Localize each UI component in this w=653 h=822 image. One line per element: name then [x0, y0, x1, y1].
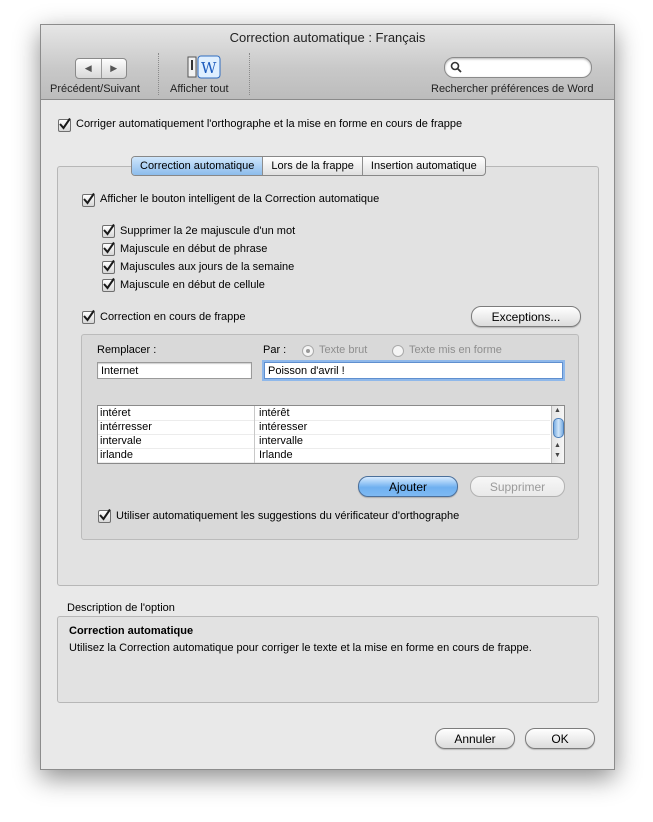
replace-input[interactable]: Internet — [97, 362, 252, 379]
smart-button-label[interactable]: Afficher le bouton intelligent de la Correction automatique — [100, 193, 380, 205]
nav-label: Précédent/Suivant — [50, 83, 140, 95]
window-title: Correction automatique : Français — [229, 30, 426, 45]
list-item-from: irlande — [100, 449, 134, 461]
back-arrow-icon[interactable]: ◀ — [76, 59, 102, 78]
plain-text-radio[interactable] — [302, 345, 314, 357]
search-field[interactable] — [444, 57, 592, 78]
formatted-text-label[interactable]: Texte mis en forme — [409, 344, 502, 356]
formatted-text-radio[interactable] — [392, 345, 404, 357]
list-item-from: intérresser — [100, 421, 152, 433]
two-initial-caps-label[interactable]: Supprimer la 2e majuscule d'un mot — [120, 225, 296, 237]
scroll-down-arrow-icon[interactable]: ▼ — [554, 452, 561, 459]
checkmark-icon — [82, 309, 96, 323]
checkmark-icon — [98, 508, 112, 522]
scroll-up-arrow-icon[interactable]: ▲ — [554, 407, 561, 414]
list-item[interactable] — [98, 434, 550, 449]
capitalize-days-checkbox[interactable] — [102, 261, 115, 274]
capitalize-cell-label[interactable]: Majuscule en début de cellule — [120, 279, 265, 291]
capitalize-sentence-checkbox[interactable] — [102, 243, 115, 256]
smart-button-checkbox[interactable] — [82, 194, 95, 207]
checkmark-icon — [102, 241, 116, 255]
description-heading: Description de l'option — [67, 602, 175, 614]
two-initial-caps-checkbox[interactable] — [102, 225, 115, 238]
checkmark-icon — [82, 192, 96, 206]
description-panel — [57, 616, 599, 703]
checkmark-icon — [102, 259, 116, 273]
toolbar-separator — [249, 53, 250, 95]
plain-text-label[interactable]: Texte brut — [319, 344, 368, 356]
tab-bar — [131, 156, 486, 176]
back-forward-control[interactable] — [75, 58, 127, 79]
replacement-list[interactable] — [97, 405, 565, 464]
cancel-button[interactable]: Annuler — [435, 728, 515, 749]
list-scrollbar[interactable] — [551, 406, 564, 463]
list-item-from: intervale — [100, 435, 142, 447]
list-item-to: intéresser — [259, 421, 308, 433]
show-all-label[interactable]: Afficher tout — [170, 83, 229, 95]
checkmark-icon — [102, 277, 116, 291]
with-input[interactable]: Poisson d'avril ! — [264, 362, 563, 379]
autocorrect-main-checkbox[interactable] — [58, 119, 71, 132]
checkmark-icon — [58, 117, 72, 131]
description-title: Correction automatique — [69, 625, 194, 637]
with-label: Par : — [263, 344, 287, 356]
scroll-thumb[interactable] — [553, 418, 564, 438]
search-icon — [450, 61, 462, 73]
checkmark-icon — [102, 223, 116, 237]
list-item-to: intervalle — [259, 435, 304, 447]
toolbar — [41, 25, 614, 100]
use-suggestions-label[interactable]: Utiliser automatiquement les suggestions du vérificateur d'orthographe — [116, 510, 460, 522]
toolbar-separator — [158, 53, 159, 95]
add-button[interactable]: Ajouter — [358, 476, 458, 497]
list-item[interactable] — [98, 448, 550, 463]
ok-button[interactable]: OK — [525, 728, 595, 749]
autocorrect-main-label[interactable]: Corriger automatiquement l'orthographe et la mise en forme en cours de frappe — [76, 118, 463, 130]
description-text: Utilisez la Correction automatique pour corriger le texte et la mise en forme en cours de frappe. — [69, 642, 532, 654]
replace-typing-checkbox[interactable] — [82, 311, 95, 324]
scroll-up-arrow-icon[interactable]: ▲ — [554, 442, 561, 449]
capitalize-sentence-label[interactable]: Majuscule en début de phrase — [120, 243, 268, 255]
show-all-icon[interactable] — [187, 55, 221, 79]
exceptions-button[interactable]: Exceptions... — [471, 306, 581, 327]
svg-text:W: W — [201, 59, 217, 77]
tab-insertion-automatique[interactable]: Insertion automatique — [370, 160, 477, 172]
autocorrect-window — [40, 24, 615, 770]
search-label: Rechercher préférences de Word — [431, 83, 594, 95]
tab-lors-de-la-frappe[interactable]: Lors de la frappe — [263, 157, 363, 175]
list-item[interactable] — [98, 420, 550, 435]
replace-typing-label[interactable]: Correction en cours de frappe — [100, 311, 246, 323]
list-item-from: intéret — [100, 407, 131, 419]
list-item-to: intérêt — [259, 407, 290, 419]
capitalize-days-label[interactable]: Majuscules aux jours de la semaine — [120, 261, 295, 273]
use-suggestions-checkbox[interactable] — [98, 510, 111, 523]
column-divider — [254, 406, 255, 463]
replace-label: Remplacer : — [97, 344, 157, 356]
forward-arrow-icon[interactable]: ▶ — [110, 63, 118, 73]
list-item-to: Irlande — [259, 449, 293, 461]
capitalize-cell-checkbox[interactable] — [102, 279, 115, 292]
tab-correction-automatique[interactable]: Correction automatique — [132, 157, 263, 175]
delete-button[interactable]: Supprimer — [470, 476, 565, 497]
list-item[interactable] — [98, 406, 550, 421]
